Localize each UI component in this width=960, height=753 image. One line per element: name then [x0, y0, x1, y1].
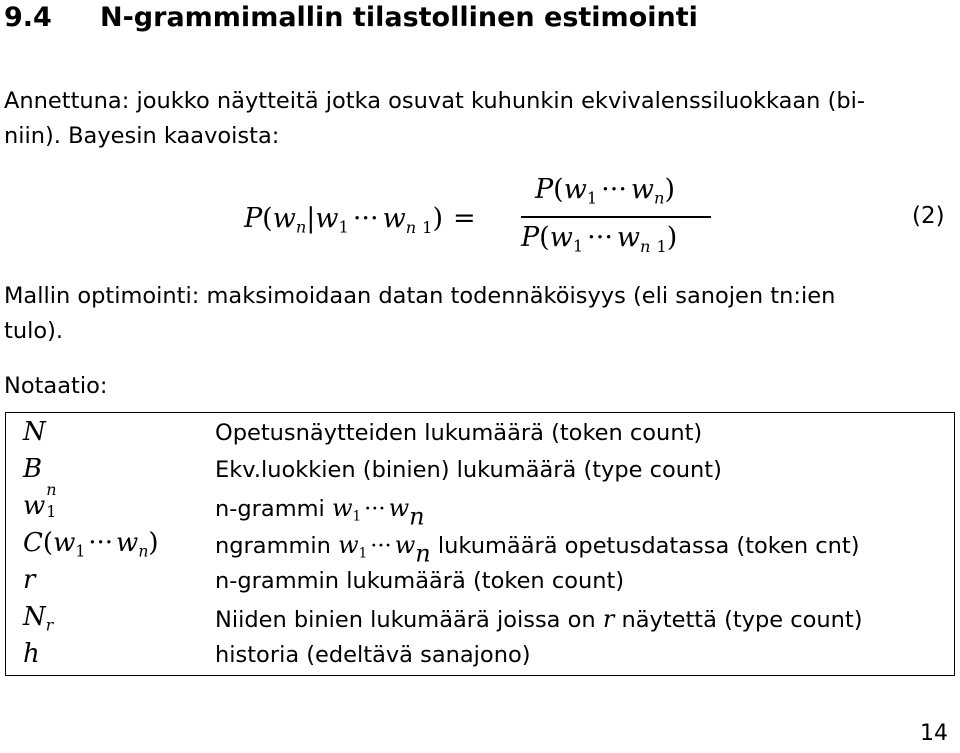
eq-paren: ) — [666, 222, 678, 253]
section-title: N-grammimallin tilastollinen estimointi — [100, 2, 698, 33]
notation-description: Opetusnäytteiden lukumäärä (token count) — [215, 420, 703, 446]
notation-description: historia (edeltävä sanajono) — [215, 642, 531, 668]
intro-line-2: niin). Bayesin kaavoista: — [4, 123, 280, 149]
notation-symbol — [23, 528, 159, 561]
eq-symbol: P — [244, 203, 263, 234]
desc-math: r — [602, 605, 615, 633]
desc-dots: ··· — [370, 533, 392, 559]
notation-row — [6, 602, 954, 639]
eq-dots: ··· — [352, 203, 379, 234]
desc-math: w — [394, 531, 416, 559]
eq-subscript: 1 — [338, 217, 349, 237]
intro-line-1: Annettuna: joukko näytteitä jotka osuvat kuhunkin ekvivalenssiluokkaan (bi- — [4, 88, 866, 114]
notation-symbol: N — [23, 417, 46, 447]
section-number: 9.4 — [4, 2, 52, 33]
notation-row — [6, 454, 954, 491]
model-line-1: Mallin optimointi: maksimoidaan datan todennäköisyys (eli sanojen tn:ien — [4, 283, 836, 309]
sym-paren: ( — [42, 528, 54, 558]
sym-C: C — [23, 528, 43, 558]
sym-sub: 1 — [46, 502, 57, 521]
eq-subscript: 1 — [572, 236, 584, 256]
sym-dots: ··· — [88, 528, 114, 558]
sym-w: w — [53, 528, 76, 558]
desc-text: Niiden binien lukumäärä joissa on — [215, 607, 596, 633]
desc-text: näytettä (type count) — [621, 607, 863, 633]
eq-dots: ··· — [601, 174, 627, 205]
equation-number: (2) — [912, 203, 945, 229]
notation-row — [6, 417, 954, 454]
eq-subscript: n — [654, 188, 665, 208]
bayes-equation — [0, 170, 960, 270]
eq-paren: ) — [664, 174, 676, 205]
eq-paren: ( — [553, 174, 564, 205]
sym-w: w — [116, 528, 139, 558]
notation-description: n-grammin lukumäärä (token count) — [215, 568, 625, 594]
sym-N: N — [23, 602, 46, 632]
page-number: 14 — [920, 721, 948, 746]
equation-lhs — [244, 203, 476, 237]
sym-sub: r — [45, 616, 54, 635]
fraction-bar — [521, 216, 711, 218]
notation-description — [215, 605, 863, 633]
desc-math: w — [338, 531, 359, 559]
eq-subscript: n — [405, 217, 417, 237]
desc-sub: 1 — [352, 508, 362, 525]
sym-sub: n — [138, 542, 149, 561]
desc-sub: n — [415, 539, 431, 568]
eq-symbol: w — [272, 203, 296, 234]
eq-symbol: w — [315, 203, 339, 234]
eq-subscript: 1 — [586, 188, 598, 208]
notation-symbol — [23, 480, 59, 521]
eq-paren: ( — [539, 222, 550, 253]
notation-label: Notaatio: — [4, 373, 108, 399]
equation-numerator — [521, 174, 676, 208]
eq-symbol: w — [549, 222, 573, 253]
eq-subscript: 1 — [656, 236, 667, 256]
notation-row — [6, 639, 954, 676]
notation-symbol — [23, 602, 54, 635]
desc-text: n-grammi — [215, 496, 325, 522]
notation-row — [6, 480, 954, 531]
notation-symbol: h — [23, 639, 40, 669]
desc-text: ngrammin — [215, 533, 331, 559]
eq-equals: = — [453, 203, 476, 234]
eq-symbol: w — [616, 222, 641, 253]
eq-symbol: w — [382, 203, 406, 234]
notation-table — [5, 412, 955, 676]
eq-subscript: n — [640, 236, 651, 256]
notation-description — [215, 494, 425, 531]
equation-denominator — [521, 222, 678, 256]
intro-paragraph — [4, 84, 954, 154]
notation-row — [6, 528, 954, 568]
eq-dots: ··· — [587, 222, 613, 253]
eq-paren: ( — [262, 203, 273, 234]
sym-sup: n — [46, 480, 57, 499]
sym-sub: 1 — [75, 542, 86, 561]
desc-text: lukumäärä opetusdatassa (token cnt) — [437, 533, 860, 559]
desc-math: w — [331, 494, 353, 522]
eq-symbol: P — [535, 174, 554, 205]
eq-symbol: w — [563, 174, 587, 205]
notation-row — [6, 565, 954, 602]
notation-description: Ekv.luokkien (binien) lukumäärä (type count) — [215, 457, 722, 483]
eq-paren: ) — [432, 203, 443, 234]
desc-dots: ··· — [364, 496, 386, 522]
desc-sub: 1 — [358, 545, 368, 562]
sym-w: w — [23, 491, 46, 521]
notation-symbol: r — [23, 565, 36, 595]
model-line-2: tulo). — [4, 318, 64, 344]
eq-symbol: P — [521, 222, 540, 253]
eq-subscript: n — [295, 217, 307, 237]
eq-symbol: w — [630, 174, 655, 205]
section-heading — [4, 2, 698, 33]
sym-paren: ) — [148, 528, 159, 558]
eq-subscript: 1 — [422, 217, 433, 237]
desc-sub: n — [409, 502, 425, 531]
notation-symbol: B — [23, 454, 43, 484]
notation-description — [215, 531, 860, 568]
eq-bar: | — [306, 203, 316, 234]
model-paragraph — [4, 279, 954, 349]
desc-math: w — [388, 494, 410, 522]
